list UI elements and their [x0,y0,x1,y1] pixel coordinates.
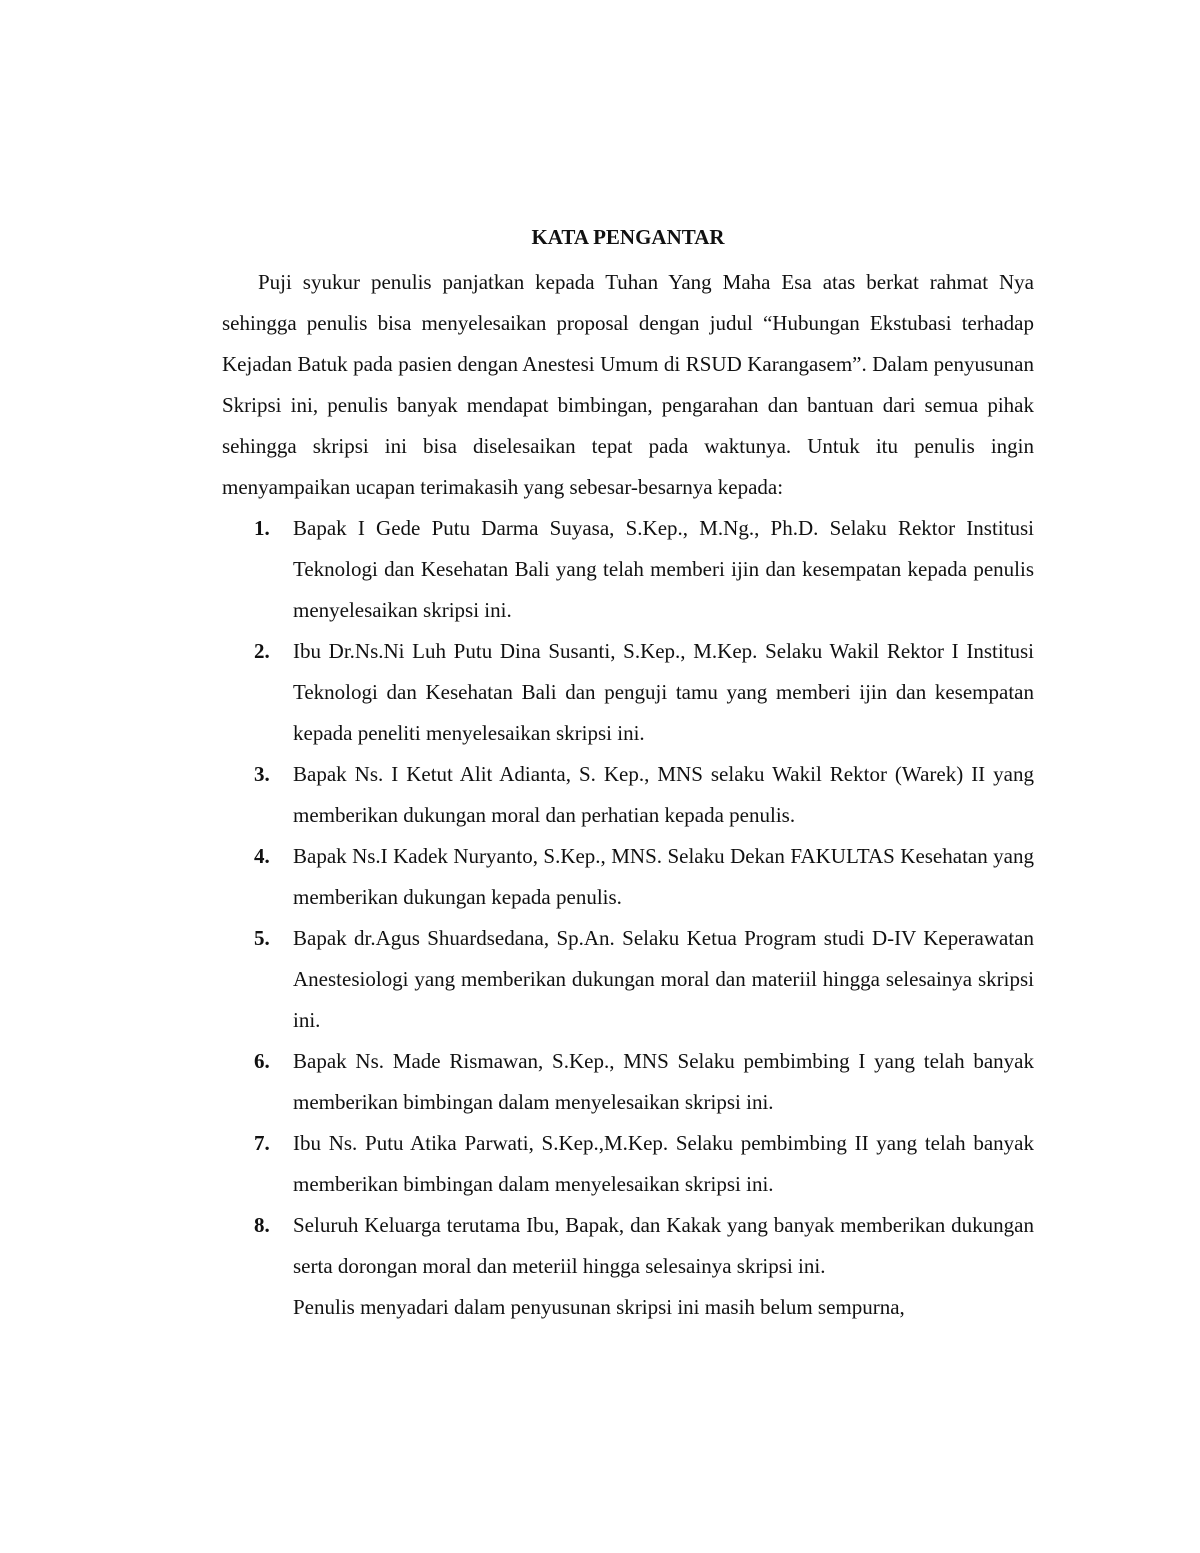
intro-paragraph: Puji syukur penulis panjatkan kepada Tuhan Yang Maha Esa atas berkat rahmat Nya sehingga penulis bisa menyelesaikan proposal dengan judul “Hubungan Ekstubasi terhadap Kejadan Batuk pada pasien dengan Anestesi Umum di RSUD Karangasem”. Dalam penyusunan Skripsi ini, penulis banyak mendapat bimbingan, pengarahan dan bantuan dari semua pihak sehingga skripsi ini bisa diselesaikan tepat pada waktunya. Untuk itu penulis ingin menyampaikan ucapan terimakasih yang sebesar-besarnya kepada: [222,270,1034,499]
list-item-text: Ibu Dr.Ns.Ni Luh Putu Dina Susanti, S.Kep., M.Kep. Selaku Wakil Rektor I Institusi Teknologi dan Kesehatan Bali dan penguji tamu yang memberi ijin dan kesempatan kepada peneliti menyelesaikan skripsi ini. [293,639,1034,745]
list-item-number: 7. [254,1131,270,1155]
list-item-number: 6. [254,1049,270,1073]
list-item-text: Bapak I Gede Putu Darma Suyasa, S.Kep., M.Ng., Ph.D. Selaku Rektor Institusi Teknologi dan Kesehatan Bali yang telah memberi ijin dan kesempatan kepada penulis menyelesaikan skripsi ini. [293,516,1034,622]
list-item [222,508,1034,631]
list-item [222,836,1034,918]
acknowledgement-list [222,508,1034,1328]
list-item-number: 4. [254,844,270,868]
list-item [222,1205,1034,1328]
list-item-number: 3. [254,762,270,786]
list-item-number: 1. [254,516,270,540]
list-item [222,1041,1034,1123]
list-item-text: Bapak dr.Agus Shuardsedana, Sp.An. Selaku Ketua Program studi D-IV Keperawatan Anestesiologi yang memberikan dukungan moral dan materiil hingga selesainya skripsi ini. [293,926,1034,1032]
list-item [222,918,1034,1041]
list-item-text: Bapak Ns. I Ketut Alit Adianta, S. Kep., MNS selaku Wakil Rektor (Warek) II yang memberikan dukungan moral dan perhatian kepada penulis. [293,762,1034,827]
list-item-number: 5. [254,926,270,950]
page-title: KATA PENGANTAR [531,225,725,249]
list-item-text: Seluruh Keluarga terutama Ibu, Bapak, dan Kakak yang banyak memberikan dukungan serta dorongan moral dan meteriil hingga selesainya skripsi ini. [293,1213,1034,1278]
closing-text: Penulis menyadari dalam penyusunan skripsi ini masih belum sempurna, [293,1295,905,1319]
document-body [222,262,1034,1328]
list-item [222,754,1034,836]
list-item-text: Ibu Ns. Putu Atika Parwati, S.Kep.,M.Kep. Selaku pembimbing II yang telah banyak memberikan bimbingan dalam menyelesaikan skripsi ini. [293,1131,1034,1196]
list-item-text: Bapak Ns.I Kadek Nuryanto, S.Kep., MNS. Selaku Dekan FAKULTAS Kesehatan yang memberikan dukungan kepada penulis. [293,844,1034,909]
list-item [222,1123,1034,1205]
list-item-text: Bapak Ns. Made Rismawan, S.Kep., MNS Selaku pembimbing I yang telah banyak memberikan bimbingan dalam menyelesaikan skripsi ini. [293,1049,1034,1114]
list-item-number: 2. [254,639,270,663]
list-item-number: 8. [254,1213,270,1237]
list-item [222,631,1034,754]
